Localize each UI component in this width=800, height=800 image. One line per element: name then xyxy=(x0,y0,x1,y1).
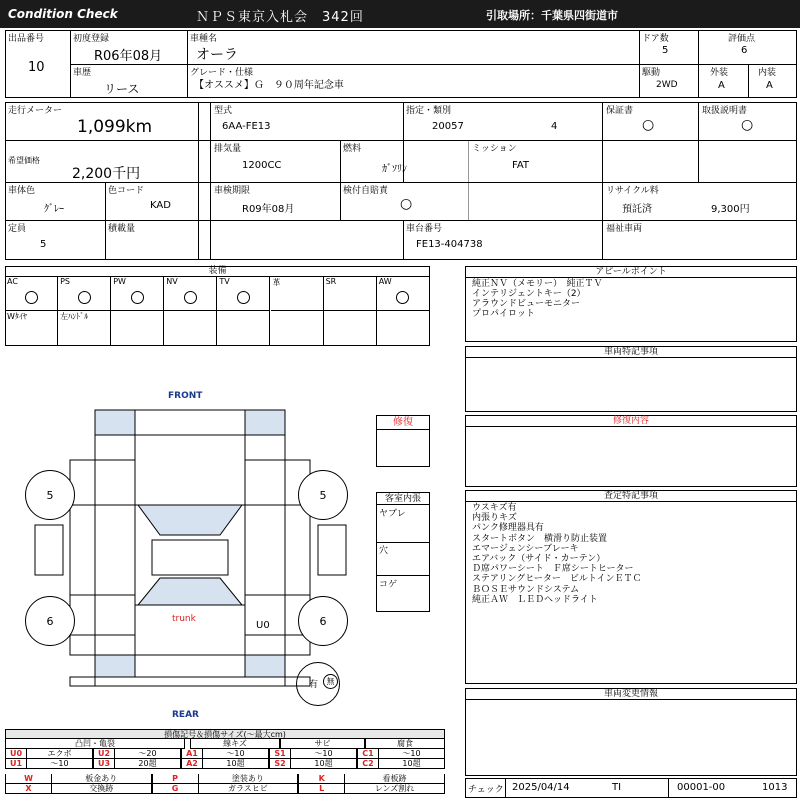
change-info-title: 車両変更情報 xyxy=(466,689,796,700)
color-value: ｸﾞﾚｰ xyxy=(44,204,64,215)
warranty-mark: ○ xyxy=(642,117,655,133)
legend-desc: ～20 xyxy=(115,749,181,759)
appeal-line: 純正ＮＶ（メモリー） 純正ＴＶ xyxy=(472,279,603,289)
front-label: FRONT xyxy=(168,391,203,401)
checker: TI xyxy=(612,782,622,793)
recycle-fee: 9,300円 xyxy=(711,204,750,215)
equip-cell-row2 xyxy=(377,311,430,346)
assessment-title: 査定特記事項 xyxy=(466,491,796,502)
legend-desc: 塗装あり xyxy=(199,774,299,784)
assessment-line: ウスキズ有 xyxy=(472,503,517,513)
appeal-line: インテリジェントキー（2） xyxy=(472,289,586,299)
legend-desc: ガラスヒビ xyxy=(199,784,299,794)
equip-label: 革 xyxy=(272,278,281,287)
color-code-label: 色コード xyxy=(108,186,145,196)
displacement-label: 排気量 xyxy=(214,144,242,154)
check-date: 2025/04/14 xyxy=(512,782,570,793)
auction-name: ＮＰＳ東京入札会 342回 xyxy=(196,10,364,25)
legend-code: G xyxy=(152,784,199,794)
legend-code: U2 xyxy=(93,749,115,759)
legend-desc: 20超 xyxy=(115,759,181,769)
cabin-title: 客室内張 xyxy=(377,493,429,505)
assessment-line: パンク修理器具有 xyxy=(472,523,544,534)
door-value: 5 xyxy=(662,45,669,56)
legend-code: A1 xyxy=(181,749,203,759)
legend-code: U1 xyxy=(5,759,27,769)
equip-cell-row2 xyxy=(58,311,111,346)
equip-label: PW xyxy=(113,277,126,286)
ext-value: A xyxy=(718,80,725,91)
equip-cell-row2 xyxy=(271,311,324,346)
grade-value: 【オススメ】Ｇ ９０周年記念車 xyxy=(194,80,344,91)
drive-label: 駆動 xyxy=(642,68,661,78)
damage-code-u0: U0 xyxy=(256,620,270,631)
rear-label: REAR xyxy=(172,710,199,720)
assessment-line: エマージェンシーブレーキ xyxy=(472,543,579,554)
legend-desc: ～10 xyxy=(291,749,357,759)
equip-label: TV xyxy=(219,277,230,286)
drive-value: 2WD xyxy=(656,80,678,90)
history-label: 車歴 xyxy=(73,68,92,78)
legend-code: S2 xyxy=(269,759,291,769)
legend-header: サビ xyxy=(280,739,365,749)
legend-header: 線キズ xyxy=(190,739,280,749)
equip-present-mark xyxy=(237,291,250,304)
tire-rear-right: 6 xyxy=(298,596,348,646)
legend-desc: ～10 xyxy=(379,749,445,759)
first-reg-label: 初度登録 xyxy=(73,34,110,44)
mileage-value: 1,099km xyxy=(77,117,153,137)
change-info-panel xyxy=(465,688,797,776)
assessment-line: Ｄ席パワーシート Ｆ席シートヒーター xyxy=(472,564,634,575)
repair-title: 修復 xyxy=(377,416,429,430)
equip-cell-革 xyxy=(271,277,324,311)
spare-yes-label: 有 xyxy=(309,680,319,690)
trunk-label: trunk xyxy=(172,614,196,624)
legend-desc: ～10 xyxy=(203,749,269,759)
assessment-line: 内張りキズ xyxy=(472,513,517,524)
legend-code: C1 xyxy=(357,749,379,759)
assessment-line: ステアリングヒーター ビルトインＥＴＣ xyxy=(472,574,642,585)
legend-desc: 看板跡 xyxy=(345,774,445,784)
equip-label: AC xyxy=(7,277,18,286)
legend-header: 凸凹・亀裂 xyxy=(5,739,185,749)
equip-cell-row2 xyxy=(217,311,270,346)
legend-desc: レンズ割れ xyxy=(345,784,445,794)
repair-box xyxy=(376,415,430,467)
type-value: 6AA-FE13 xyxy=(222,121,271,132)
lot-number: 10 xyxy=(28,60,45,75)
legend-title: 損傷記号＆損傷サイズ(～最大cm) xyxy=(5,729,445,739)
equip-cell-tv xyxy=(217,277,270,311)
insurance-label: 検付自賠責 xyxy=(343,186,389,196)
appeal-title: アピールポイント xyxy=(466,267,796,278)
repair-detail-panel xyxy=(465,415,797,487)
ext-label: 外装 xyxy=(710,68,729,78)
legend-desc: 交換跡 xyxy=(52,784,152,794)
manual-label: 取扱説明書 xyxy=(702,106,748,116)
chassis-label: 車台番号 xyxy=(406,224,443,234)
mileage-label: 走行メーター xyxy=(8,106,63,116)
cabin-box xyxy=(376,492,430,612)
equip-present-mark xyxy=(25,291,38,304)
appeal-line: アラウンドビューモニター xyxy=(472,299,581,309)
cabin-burn: コゲ xyxy=(379,580,398,590)
load-label: 積載量 xyxy=(108,224,136,234)
doc-code: 00001-00 xyxy=(677,782,726,793)
displacement-value: 1200CC xyxy=(242,160,282,171)
legend-desc: 10超 xyxy=(379,759,445,769)
equip-cell-pw xyxy=(111,277,164,311)
score-value: 6 xyxy=(741,45,748,56)
score-label: 評価点 xyxy=(728,34,756,44)
equip-cell-ps xyxy=(58,277,111,311)
legend-code: X xyxy=(5,784,52,794)
equip-cell-row2 xyxy=(164,311,217,346)
equip-label: 左ﾊﾝﾄﾞﾙ xyxy=(60,312,89,321)
price-label: 希望価格 xyxy=(8,156,40,165)
equip-cell-sr xyxy=(324,277,377,311)
appeal-line: プロパイロット xyxy=(472,309,535,319)
legend-desc: 板金あり xyxy=(52,774,152,784)
legend-code: K xyxy=(298,774,345,784)
assessment-line: エアバック（サイド・カーテン） xyxy=(472,554,606,565)
legend-desc: 10超 xyxy=(203,759,269,769)
assessment-panel xyxy=(465,490,797,684)
legend-code: W xyxy=(5,774,52,784)
equip-label: NV xyxy=(166,277,178,286)
insurance-mark: ○ xyxy=(400,196,413,212)
special-notes-panel xyxy=(465,346,797,412)
tire-front-right: 5 xyxy=(298,470,348,520)
spare-none-mark: 無 xyxy=(323,674,338,689)
equip-label: SR xyxy=(325,277,337,286)
model-value: オーラ xyxy=(196,47,238,63)
capacity-label: 定員 xyxy=(8,224,27,234)
legend-code: P xyxy=(152,774,199,784)
recycle-label: リサイクル料 xyxy=(606,186,659,196)
legend-desc: エクボ xyxy=(27,749,93,759)
legend-code: U0 xyxy=(5,749,27,759)
spare-tire xyxy=(296,662,340,706)
cabin-hole: 穴 xyxy=(379,546,389,556)
tire-front-left: 5 xyxy=(25,470,75,520)
appeal-panel xyxy=(465,266,797,342)
manual-mark: ○ xyxy=(741,117,754,133)
cabin-tear: ヤブレ xyxy=(379,509,406,519)
capacity-value: 5 xyxy=(40,239,47,250)
tire-rear-left: 6 xyxy=(25,596,75,646)
legend-desc: ～10 xyxy=(27,759,93,769)
legend-desc: 10超 xyxy=(291,759,357,769)
class-value: 4 xyxy=(551,121,558,132)
equip-cell-aw xyxy=(377,277,430,311)
price-value: 2,200千円 xyxy=(72,166,141,182)
equip-present-mark xyxy=(396,291,409,304)
fuel-value: ｶﾞｿﾘﾝ xyxy=(382,164,407,175)
chassis-value: FE13-404738 xyxy=(416,239,483,250)
warranty-label: 保証書 xyxy=(606,106,634,116)
grade-label: グレード・仕様 xyxy=(190,68,254,78)
first-reg-value: R06年08月 xyxy=(94,49,163,64)
assessment-line: スタートボタン 横滑り防止装置 xyxy=(472,533,608,544)
equip-present-mark xyxy=(78,291,91,304)
fuel-label: 燃料 xyxy=(343,144,362,154)
legend-code: U3 xyxy=(93,759,115,769)
check-label: チェック xyxy=(468,785,504,795)
assessment-line: 純正ＡＷ ＬＥＤヘッドライト xyxy=(472,594,598,605)
doc-number: 1013 xyxy=(762,782,788,793)
welfare-label: 福祉車両 xyxy=(606,224,643,234)
equip-present-mark xyxy=(184,291,197,304)
equip-cell-row2 xyxy=(324,311,377,346)
model-label: 車種名 xyxy=(190,34,218,44)
color-label: 車体色 xyxy=(8,186,36,196)
designation-label: 指定・類別 xyxy=(406,106,452,116)
int-value: A xyxy=(766,80,773,91)
legend-code: A2 xyxy=(181,759,203,769)
mission-label: ミッション xyxy=(472,144,517,154)
equip-cell-row2 xyxy=(111,311,164,346)
history-value: リース xyxy=(104,82,140,96)
legend-code: C2 xyxy=(357,759,379,769)
special-notes-title: 車両特記事項 xyxy=(466,347,796,358)
equip-label: PS xyxy=(60,277,70,286)
equip-present-mark xyxy=(131,291,144,304)
legend-header: 腐食 xyxy=(365,739,445,749)
recycle-status: 預託済 xyxy=(622,204,652,215)
equipment-title: 装備 xyxy=(5,266,430,277)
equip-cell-nv xyxy=(164,277,217,311)
equip-label: Wﾀｲﾔ xyxy=(7,312,27,321)
type-label: 型式 xyxy=(214,106,233,116)
repair-detail-title: 修復内容 xyxy=(466,416,796,427)
designation-value: 20057 xyxy=(432,121,464,132)
equip-cell-row2 xyxy=(5,311,58,346)
mission-value: FAT xyxy=(512,160,530,171)
inspection-label: 車検期限 xyxy=(214,186,251,196)
legend-code: L xyxy=(298,784,345,794)
int-label: 内装 xyxy=(758,68,777,78)
inspection-value: R09年08月 xyxy=(242,204,295,215)
header-title: Condition Check xyxy=(8,7,118,21)
equip-label: AW xyxy=(378,277,392,286)
pickup-location: 引取場所：千葉県四街道市 xyxy=(486,9,618,22)
lot-label: 出品番号 xyxy=(8,34,45,44)
header-bar xyxy=(0,0,800,28)
assessment-line: ＢＯＳＥサウンドシステム xyxy=(472,584,580,595)
legend-code: S1 xyxy=(269,749,291,759)
door-label: ドア数 xyxy=(642,34,669,44)
equip-cell-ac xyxy=(5,277,58,311)
color-code-value: KAD xyxy=(150,200,171,211)
